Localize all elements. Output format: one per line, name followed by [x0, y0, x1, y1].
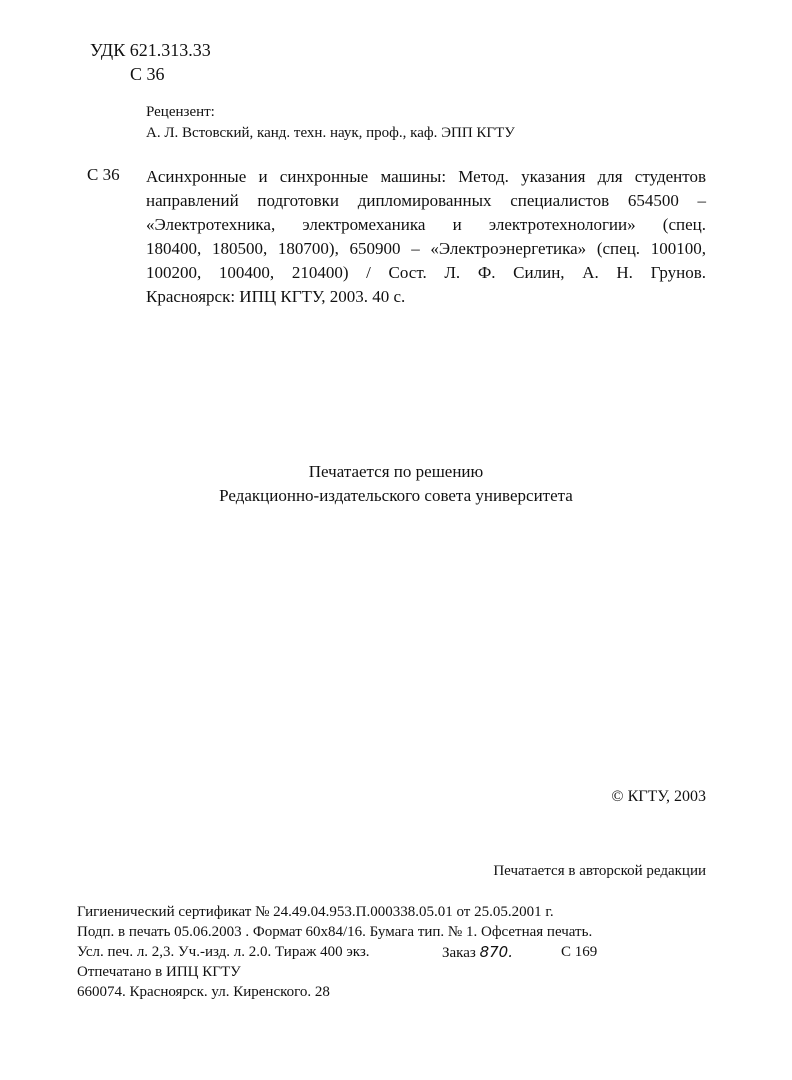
- bib-line: «Электротехника, электромеханика и электротехнологии» (спец.: [146, 215, 706, 234]
- order-label-group: [442, 942, 513, 963]
- approval-line-1: Печатается по решению: [308, 462, 484, 481]
- author-edition-note: Печатается в авторской редакции: [493, 863, 706, 879]
- order-number: 870.: [479, 943, 513, 961]
- volume-info: Усл. печ. л. 2,3. Уч.-изд. л. 2.0. Тираж 400 экз.: [77, 944, 370, 960]
- bib-line: Красноярск: ИПЦ КГТУ, 2003. 40 с.: [146, 287, 406, 306]
- bib-line: направлений подготовки дипломированных специалистов 654500 –: [146, 191, 706, 210]
- bib-line: Асинхронные и синхронные машины: Метод. указания для студентов: [146, 167, 706, 186]
- copyright: © КГТУ, 2003: [611, 788, 706, 805]
- reviewer-label: Рецензент:: [146, 104, 215, 120]
- bibliography-code: С 36: [87, 165, 120, 184]
- bib-line: 100200, 100400, 210400) / Сост. Л. Ф. Силин, А. Н. Грунов.: [146, 263, 706, 282]
- author-sign-code: С 36: [130, 64, 165, 84]
- udc-code: УДК 621.313.33: [90, 40, 211, 60]
- c-number: С 169: [561, 944, 598, 960]
- print-info: Подп. в печать 05.06.2003 . Формат 60x84/16. Бумага тип. № 1. Офсетная печать.: [77, 924, 593, 940]
- bibliographic-description: [146, 165, 706, 309]
- printed-at: Отпечатано в ИПЦ КГТУ: [77, 964, 241, 980]
- printer-address: 660074. Красноярск. ул. Киренского. 28: [77, 984, 330, 1000]
- volume-order-line: [77, 942, 598, 962]
- approval-line-2: Редакционно-издательского совета университета: [219, 486, 573, 505]
- hygiene-certificate: Гигиенический сертификат № 24.49.04.953.П.000338.05.01 от 25.05.2001 г.: [77, 904, 554, 920]
- order-label: Заказ: [442, 945, 476, 961]
- imprint-block: [77, 902, 598, 1002]
- bib-line: 180400, 180500, 180700), 650900 – «Электроэнергетика» (спец. 100100,: [146, 239, 706, 258]
- reviewer-text: А. Л. Встовский, канд. техн. наук, проф., каф. ЭПП КГТУ: [146, 125, 515, 141]
